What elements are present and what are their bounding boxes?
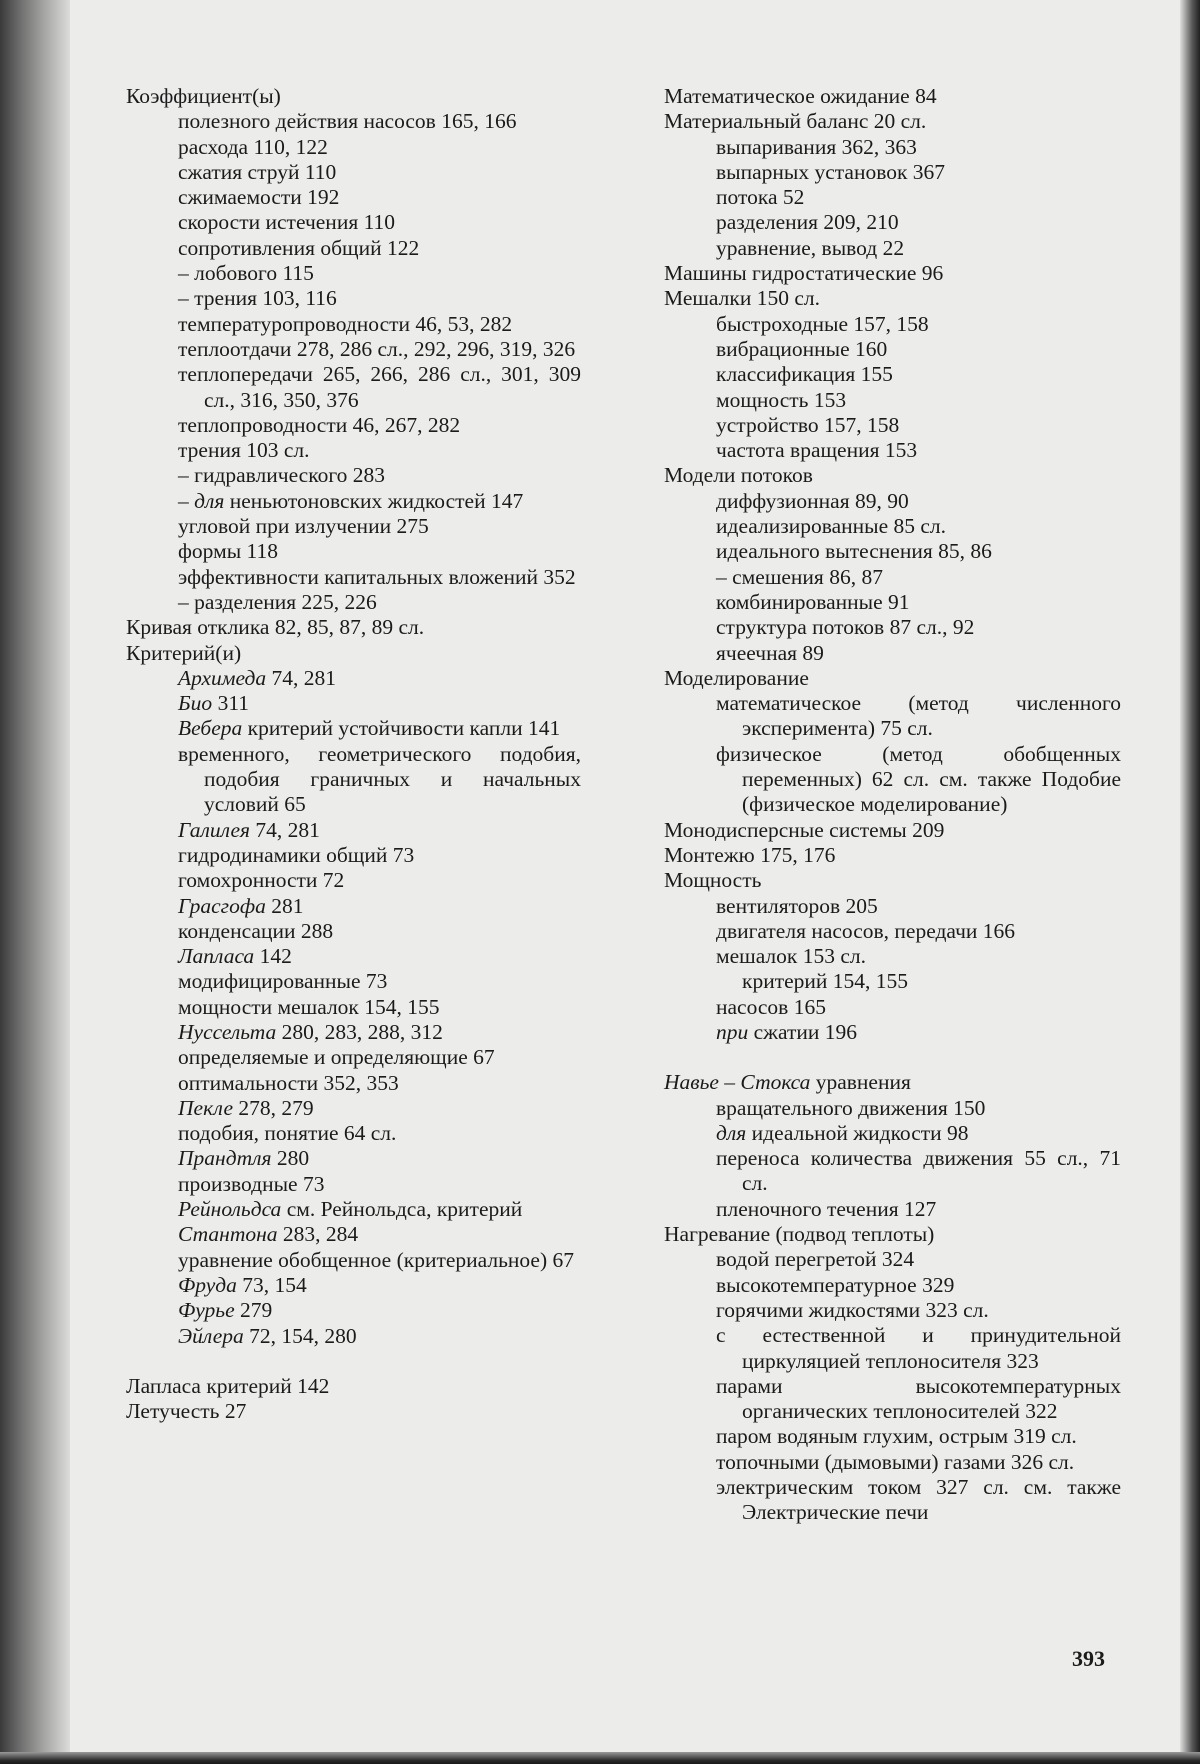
entry-text: Монодисперсные системы 209 xyxy=(664,817,945,842)
entry-text: водой перегретой 324 xyxy=(716,1247,915,1272)
entry-text: теплопроводности 46, 267, 282 xyxy=(178,412,461,437)
entry-italic-term: Эйлера xyxy=(178,1323,244,1348)
index-subentry xyxy=(664,641,1121,666)
index-subentry xyxy=(126,944,581,969)
index-subentry xyxy=(126,312,581,337)
entry-text: – смешения 86, 87 xyxy=(716,564,883,589)
entry-italic-term: Вебера xyxy=(178,716,243,741)
entry-text: вращательного движения 150 xyxy=(716,1095,986,1120)
index-subentry xyxy=(664,944,1121,969)
index-subentry xyxy=(664,1323,1121,1374)
entry-italic-term: Архимеда xyxy=(178,665,267,690)
entry-italic-term: Рейнольдса xyxy=(178,1197,282,1222)
entry-text: полезного действия насосов 165, 166 xyxy=(178,109,517,134)
entry-text: комбинированные 91 xyxy=(716,589,910,614)
entry-text: формы 118 xyxy=(178,539,278,564)
index-subentry xyxy=(126,843,581,868)
entry-text: устройство 157, 158 xyxy=(716,412,900,437)
index-subentry xyxy=(126,742,581,818)
index-subentry xyxy=(126,919,581,944)
entry-text: трения 103 сл. xyxy=(178,438,310,463)
index-subentry xyxy=(126,236,581,261)
index-subentry xyxy=(664,413,1121,438)
index-column-right xyxy=(664,84,1121,1526)
entry-text: критерий 154, 155 xyxy=(742,969,909,994)
index-subentry xyxy=(126,1020,581,1045)
index-subentry xyxy=(126,590,581,615)
index-subentry xyxy=(126,1222,581,1247)
entry-text: разделения 209, 210 xyxy=(716,210,899,235)
index-subentry xyxy=(664,919,1121,944)
entry-text: с естественной и принудительной циркуляцией теплоносителя 323 xyxy=(716,1323,1121,1373)
entry-italic-term: Пекле xyxy=(178,1095,234,1120)
entry-text: 283, 284 xyxy=(277,1222,359,1247)
entry-text: математическое (метод численного эксперимента) 75 сл. xyxy=(716,691,1121,741)
index-subentry xyxy=(126,286,581,311)
index-subentry xyxy=(664,135,1121,160)
entry-text: горячими жидкостями 323 сл. xyxy=(716,1297,989,1322)
entry-text: подобия, понятие 64 сл. xyxy=(178,1121,397,1146)
index-subentry xyxy=(126,514,581,539)
entry-text: сжатии 196 xyxy=(748,1019,858,1044)
index-subentry xyxy=(664,615,1121,640)
entry-text: идеализированные 85 сл. xyxy=(716,514,947,539)
entry-text: – лобового 115 xyxy=(178,261,314,286)
entry-text: эффективности капитальных вложений 352 xyxy=(178,564,576,589)
entry-text: 278, 279 xyxy=(233,1095,314,1120)
index-subentry xyxy=(664,590,1121,615)
index-subentry xyxy=(126,1273,581,1298)
entry-text: частота вращения 153 xyxy=(716,438,918,463)
index-entry xyxy=(126,641,581,666)
index-entry xyxy=(664,261,1121,286)
index-entry xyxy=(126,1399,581,1424)
entry-italic-term: Нуссельта xyxy=(178,1019,277,1044)
index-subentry xyxy=(126,1146,581,1171)
index-entry xyxy=(126,1374,581,1399)
entry-text: пленочного течения 127 xyxy=(716,1196,937,1221)
index-entry xyxy=(664,843,1121,868)
entry-italic-term: Грасгофа xyxy=(178,893,266,918)
entry-text: конденсации 288 xyxy=(178,918,334,943)
index-subentry xyxy=(126,1045,581,1070)
index-subentry xyxy=(664,210,1121,235)
index-subentry xyxy=(126,1071,581,1096)
index-subentry xyxy=(664,1424,1121,1449)
entry-text: уравнение обобщенное (критериальное) 67 xyxy=(178,1247,575,1272)
entry-text: сжатия струй 110 xyxy=(178,159,337,184)
entry-dash: – xyxy=(178,488,195,513)
index-subentry xyxy=(126,565,581,590)
entry-italic-term: Фурье xyxy=(178,1298,235,1323)
index-subentry xyxy=(126,362,581,413)
index-subentry xyxy=(126,337,581,362)
entry-text: Летучесть 27 xyxy=(126,1399,247,1424)
entry-text: вибрационные 160 xyxy=(716,336,888,361)
entry-text: переноса количества движения 55 сл., 71 сл. xyxy=(716,1146,1121,1196)
index-entry xyxy=(664,868,1121,893)
entry-text: Мощность xyxy=(664,868,762,893)
index-subentry xyxy=(126,261,581,286)
entry-text: оптимальности 352, 353 xyxy=(178,1070,399,1095)
index-subentry xyxy=(664,742,1121,818)
index-subentry xyxy=(126,868,581,893)
entry-text: см. Рейнольдса, критерий xyxy=(281,1197,523,1222)
index-subentry xyxy=(126,894,581,919)
index-subentry xyxy=(126,1121,581,1146)
index-subentry xyxy=(126,969,581,994)
index-subentry xyxy=(126,1298,581,1323)
entry-text: неньютоновских жидкостей 147 xyxy=(224,488,524,513)
index-subentry xyxy=(664,565,1121,590)
entry-text: Коэффициент(ы) xyxy=(126,84,281,108)
entry-italic-term: Прандтля xyxy=(178,1146,272,1171)
entry-text: сопротивления общий 122 xyxy=(178,235,420,260)
entry-text: расхода 110, 122 xyxy=(178,134,328,159)
index-subentry xyxy=(664,489,1121,514)
entry-text: определяемые и определяющие 67 xyxy=(178,1045,495,1070)
index-subentry xyxy=(664,1374,1121,1425)
index-subentry xyxy=(664,438,1121,463)
entry-text: структура потоков 87 сл., 92 xyxy=(716,615,975,640)
entry-text: гидродинамики общий 73 xyxy=(178,842,415,867)
entry-text: Мешалки 150 сл. xyxy=(664,286,820,311)
index-entry xyxy=(126,615,581,640)
index-subentry xyxy=(126,185,581,210)
entry-italic-term: Био xyxy=(178,691,213,716)
index-subentry xyxy=(126,539,581,564)
entry-text: Критерий(и) xyxy=(126,640,242,665)
index-subentry xyxy=(126,109,581,134)
index-subentry xyxy=(664,1197,1121,1222)
entry-text: высокотемпературное 329 xyxy=(716,1272,955,1297)
entry-text: уравнение, вывод 22 xyxy=(716,235,905,260)
index-subentry xyxy=(664,969,1121,994)
index-subentry xyxy=(126,666,581,691)
index-entry xyxy=(664,84,1121,109)
index-subentry xyxy=(664,185,1121,210)
entry-text: временного, геометрического подобия, подобия граничных и начальных условий 65 xyxy=(178,741,581,817)
index-subentry xyxy=(126,1172,581,1197)
entry-text: классификация 155 xyxy=(716,362,893,387)
index-subentry xyxy=(664,388,1121,413)
entry-italic-term: Стантона xyxy=(178,1222,278,1247)
entry-text: 74, 281 xyxy=(250,817,320,842)
index-subentry xyxy=(126,135,581,160)
entry-text: – трения 103, 116 xyxy=(178,286,337,311)
index-entry xyxy=(664,286,1121,311)
index-subentry xyxy=(126,489,581,514)
entry-italic-term: для xyxy=(716,1120,747,1145)
entry-text: быстроходные 157, 158 xyxy=(716,311,929,336)
index-subentry xyxy=(664,1298,1121,1323)
index-subentry xyxy=(664,1146,1121,1197)
entry-text: 142 xyxy=(254,944,292,969)
index-subentry xyxy=(664,691,1121,742)
entry-italic-term: Навье – Стокса xyxy=(664,1070,811,1095)
index-subentry xyxy=(126,716,581,741)
index-subentry xyxy=(664,1475,1121,1526)
index-entry xyxy=(664,109,1121,134)
index-subentry xyxy=(126,463,581,488)
entry-text: – гидравлического 283 xyxy=(178,463,385,488)
entry-text: теплоотдачи 278, 286 сл., 292, 296, 319, 326 xyxy=(178,336,576,361)
book-spine-shadow xyxy=(0,0,70,1764)
index-subentry xyxy=(664,312,1121,337)
entry-text: насосов 165 xyxy=(716,994,826,1019)
index-subentry xyxy=(664,362,1121,387)
entry-text: выпаривания 362, 363 xyxy=(716,134,917,159)
entry-text: Нагревание (подвод теплоты) xyxy=(664,1222,935,1247)
entry-text: гомохронности 72 xyxy=(178,868,345,893)
index-subentry xyxy=(664,1450,1121,1475)
entry-text: Материальный баланс 20 сл. xyxy=(664,109,927,134)
entry-text: мощности мешалок 154, 155 xyxy=(178,994,440,1019)
index-subentry xyxy=(126,160,581,185)
entry-text: двигателя насосов, передачи 166 xyxy=(716,918,1016,943)
index-subentry xyxy=(664,894,1121,919)
entry-italic-term: Галилея xyxy=(178,817,251,842)
entry-text: критерий устойчивости капли 141 xyxy=(242,716,561,741)
entry-text: скорости истечения 110 xyxy=(178,210,396,235)
page-number: 393 xyxy=(1072,1646,1105,1671)
index-subentry xyxy=(664,539,1121,564)
entry-text: Монтежю 175, 176 xyxy=(664,842,836,867)
entry-italic-term: Фруда xyxy=(178,1272,237,1297)
entry-text: 73, 154 xyxy=(236,1272,307,1297)
entry-text: – разделения 225, 226 xyxy=(178,589,377,614)
index-subentry xyxy=(664,337,1121,362)
entry-text: 281 xyxy=(265,893,304,918)
index-subentry xyxy=(126,438,581,463)
entry-text: Лапласа критерий 142 xyxy=(126,1373,330,1398)
entry-text: сжимаемости 192 xyxy=(178,185,340,210)
index-subentry xyxy=(664,1273,1121,1298)
entry-text: теплопередачи 265, 266, 286 сл., 301, 309 сл., 316, 350, 376 xyxy=(178,362,581,412)
entry-text: потока 52 xyxy=(716,185,805,210)
page-bottom-edge xyxy=(0,1752,1200,1764)
entry-text: мешалок 153 сл. xyxy=(716,944,867,969)
entry-italic-term: Лапласа xyxy=(178,944,255,969)
index-subentry xyxy=(126,818,581,843)
entry-text: Математическое ожидание 84 xyxy=(664,84,937,108)
index-subentry xyxy=(664,1247,1121,1272)
entry-text: Моделирование xyxy=(664,665,809,690)
entry-text: Модели потоков xyxy=(664,463,813,488)
entry-text: угловой при излучении 275 xyxy=(178,514,429,539)
entry-text: электрическим током 327 сл. см. также Электрические печи xyxy=(716,1475,1121,1525)
entry-text: ячеечная 89 xyxy=(716,640,824,665)
entry-text: парами высокотемпературных органических теплоносителей 322 xyxy=(716,1373,1121,1424)
entry-text: 280, 283, 288, 312 xyxy=(276,1019,443,1044)
entry-text: уравнения xyxy=(810,1070,911,1095)
entry-text: паром водяным глухим, острым 319 сл. xyxy=(716,1424,1077,1449)
index-subentry xyxy=(664,1096,1121,1121)
index-subentry xyxy=(126,995,581,1020)
index-subentry xyxy=(664,1020,1121,1045)
index-entry xyxy=(664,666,1121,691)
index-subentry xyxy=(126,210,581,235)
index-subentry xyxy=(126,413,581,438)
entry-text: 280 xyxy=(271,1146,310,1171)
entry-text: Кривая отклика 82, 85, 87, 89 сл. xyxy=(126,615,425,640)
index-subentry xyxy=(126,1197,581,1222)
entry-text: 279 xyxy=(234,1298,273,1323)
entry-text: идеальной жидкости 98 xyxy=(746,1120,969,1145)
index-subentry xyxy=(664,160,1121,185)
entry-text: идеального вытеснения 85, 86 xyxy=(716,539,992,564)
entry-text: 72, 154, 280 xyxy=(243,1323,357,1348)
index-subentry xyxy=(126,1248,581,1273)
index-entry xyxy=(126,84,581,109)
entry-italic-term: при xyxy=(716,1019,749,1044)
entry-text: вентиляторов 205 xyxy=(716,893,878,918)
entry-text: Машины гидростатические 96 xyxy=(664,261,944,286)
index-entry xyxy=(664,818,1121,843)
entry-text: диффузионная 89, 90 xyxy=(716,488,909,513)
page-right-edge xyxy=(1180,0,1200,1764)
index-entry xyxy=(664,1222,1121,1247)
index-subentry xyxy=(664,514,1121,539)
entry-text: топочными (дымовыми) газами 326 сл. xyxy=(716,1449,1075,1474)
index-subentry xyxy=(126,691,581,716)
entry-text: мощность 153 xyxy=(716,387,847,412)
index-column-left xyxy=(126,84,581,1424)
entry-text: температуропроводности 46, 53, 282 xyxy=(178,311,513,336)
entry-text: выпарных установок 367 xyxy=(716,159,946,184)
index-subentry xyxy=(664,995,1121,1020)
index-subentry xyxy=(664,1121,1121,1146)
index-entry xyxy=(664,1070,1121,1095)
index-subentry xyxy=(126,1324,581,1349)
entry-text: производные 73 xyxy=(178,1171,325,1196)
entry-text: физическое (метод обобщенных переменных) 62 сл. см. также Подобие (физическое моделирование) xyxy=(716,741,1121,817)
entry-text: модифицированные 73 xyxy=(178,969,388,994)
entry-text: 74, 281 xyxy=(266,665,336,690)
index-entry xyxy=(664,463,1121,488)
index-subentry xyxy=(126,1096,581,1121)
entry-text: 311 xyxy=(212,691,250,716)
entry-italic-term: для xyxy=(194,488,225,513)
index-subentry xyxy=(664,236,1121,261)
